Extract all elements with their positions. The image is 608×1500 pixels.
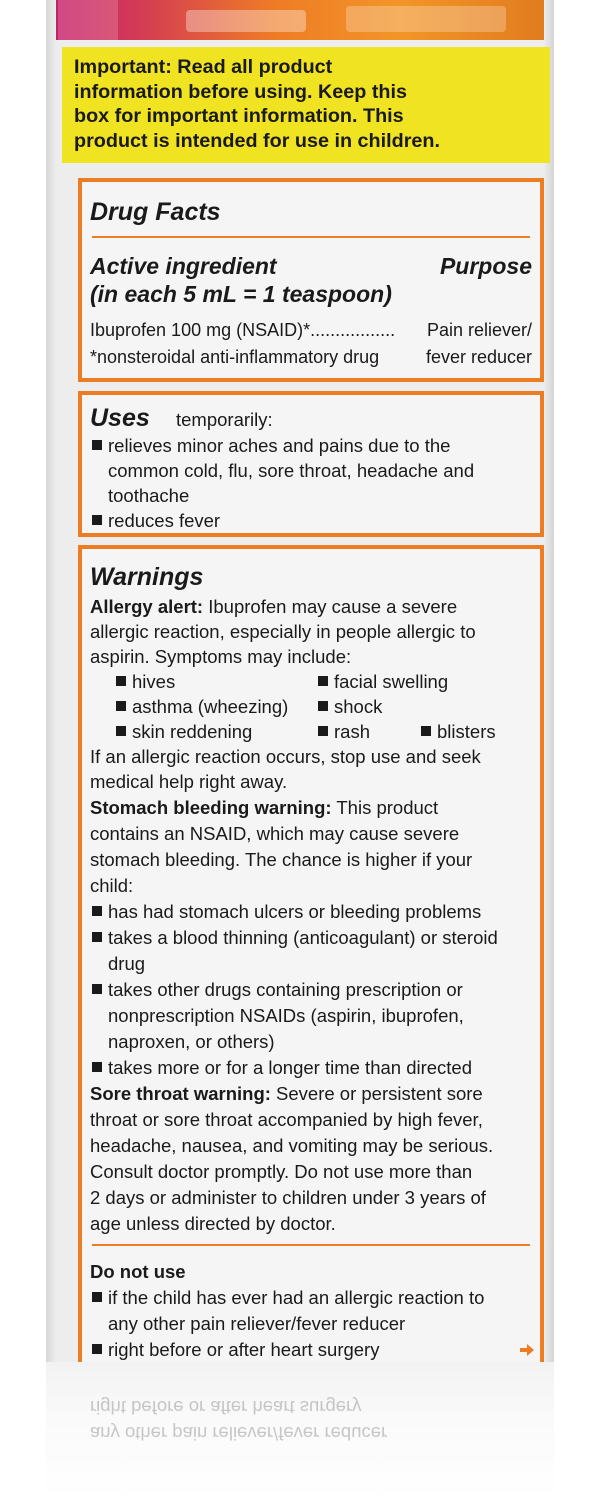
bullet-icon [421, 726, 431, 736]
bullet-icon [92, 1062, 102, 1072]
do-not-use-item-line: right before or after heart surgery [108, 1339, 380, 1360]
box-reflection [46, 1362, 554, 1500]
stomach-line: stomach bleeding. The chance is higher if your [90, 849, 473, 870]
bullet-icon [92, 515, 102, 525]
do-not-use-item-line: if the child has ever had an allergic reaction to [108, 1287, 485, 1308]
divider [92, 1244, 530, 1246]
stomach-item-line: takes a blood thinning (anticoagulant) or steroid [108, 927, 498, 948]
symptom-item: blisters [437, 721, 496, 742]
allergy-line: Allergy alert: Ibuprofen may cause a severe [90, 596, 458, 617]
bullet-icon [92, 440, 102, 450]
bullet-icon [318, 701, 328, 711]
warnings-heading: Warnings [90, 563, 204, 591]
bullet-icon [92, 984, 102, 994]
do-not-use-item-line: any other pain reliever/fever reducer [108, 1313, 406, 1334]
symptom-item: hives [132, 671, 176, 692]
uses-intro: temporarily: [176, 409, 273, 430]
active-ingredient-subheading: (in each 5 mL = 1 teaspoon) [90, 281, 392, 307]
symptom-item: asthma (wheezing) [132, 696, 289, 717]
bullet-icon [116, 701, 126, 711]
important-line: Important: Read all product [74, 56, 333, 78]
stomach-line: contains an NSAID, which may cause severe [90, 823, 460, 844]
sore-throat-label: Sore throat warning: [90, 1083, 271, 1104]
stomach-label: Stomach bleeding warning: [90, 797, 332, 818]
purpose-line: Pain reliever/ [426, 320, 532, 340]
bullet-icon [318, 726, 328, 736]
box-edge-right [544, 0, 554, 1362]
important-line: information before using. Keep this [74, 80, 408, 103]
sore-throat-line: 2 days or administer to children under 3 years of [90, 1187, 486, 1208]
allergy-after-line: If an allergic reaction occurs, stop use and seek [90, 746, 481, 767]
box-edge-left [46, 0, 56, 1362]
symptom-item: rash [334, 721, 370, 742]
important-line: box for important information. This [74, 105, 404, 127]
uses-item-line: common cold, flu, sore throat, headache and [108, 460, 475, 481]
uses-item-line: toothache [108, 485, 190, 506]
sore-throat-line: Sore throat warning: Severe or persistent sore [90, 1083, 483, 1104]
active-ingredient-heading: Active ingredient [90, 253, 277, 279]
box-top-graphic [46, 0, 554, 40]
uses-item-line: reduces fever [108, 510, 221, 531]
drug-facts-panel [78, 178, 544, 382]
bullet-icon [116, 676, 126, 686]
drug-facts-title: Drug Facts [90, 198, 221, 226]
stomach-line: Stomach bleeding warning: This product [90, 797, 439, 818]
stomach-item-line: takes other drugs containing prescription or [108, 979, 463, 1000]
sore-throat-line: headache, nausea, and vomiting may be serious. [90, 1135, 494, 1156]
purpose-line: fever reducer [425, 347, 532, 367]
allergy-after-line: medical help right away. [90, 771, 288, 792]
bullet-icon [92, 906, 102, 916]
uses-panel [78, 391, 544, 537]
bullet-icon [92, 932, 102, 942]
important-line: product is intended for use in children. [74, 129, 440, 152]
stomach-item-line: takes more or for a longer time than directed [108, 1057, 473, 1078]
arrow-right-icon [520, 1343, 534, 1357]
reflection-line: any other pain reliever/fever reducer [90, 1423, 388, 1444]
reflection-line: right before or after heart surgery [90, 1397, 362, 1418]
symptom-item: shock [334, 696, 383, 717]
sore-throat-line: Consult doctor promptly. Do not use more than [90, 1161, 473, 1182]
stomach-line: child: [90, 875, 134, 896]
purpose-heading: Purpose [439, 253, 532, 279]
warnings-panel [78, 545, 544, 1365]
bullet-icon [92, 1292, 102, 1302]
divider [92, 236, 530, 238]
symptom-item: facial swelling [334, 671, 449, 692]
footnote: *nonsteroidal anti-inflammatory drug [90, 347, 380, 367]
uses-item-line: relieves minor aches and pains due to the [108, 435, 451, 456]
important-banner [62, 47, 550, 163]
bullet-icon [318, 676, 328, 686]
stomach-item-line: nonprescription NSAIDs (aspirin, ibuprofen, [108, 1005, 464, 1026]
sore-throat-line: age unless directed by doctor. [90, 1213, 336, 1234]
uses-heading: Uses [90, 404, 150, 432]
bullet-icon [92, 1344, 102, 1354]
stomach-item-line: drug [108, 953, 146, 974]
allergy-line: aspirin. Symptoms may include: [90, 646, 352, 667]
sore-throat-line: throat or sore throat accompanied by high fever, [90, 1109, 483, 1130]
bullet-icon [116, 726, 126, 736]
do-not-use-heading: Do not use [90, 1261, 186, 1282]
symptom-item: skin reddening [132, 721, 253, 742]
ingredient-line: Ibuprofen 100 mg (NSAID)*................. [90, 320, 396, 340]
stomach-item-line: has had stomach ulcers or bleeding problems [108, 901, 482, 922]
allergy-label: Allergy alert: [90, 596, 204, 617]
allergy-line: allergic reaction, especially in people allergic to [90, 621, 476, 642]
stomach-item-line: naproxen, or others) [108, 1031, 275, 1052]
